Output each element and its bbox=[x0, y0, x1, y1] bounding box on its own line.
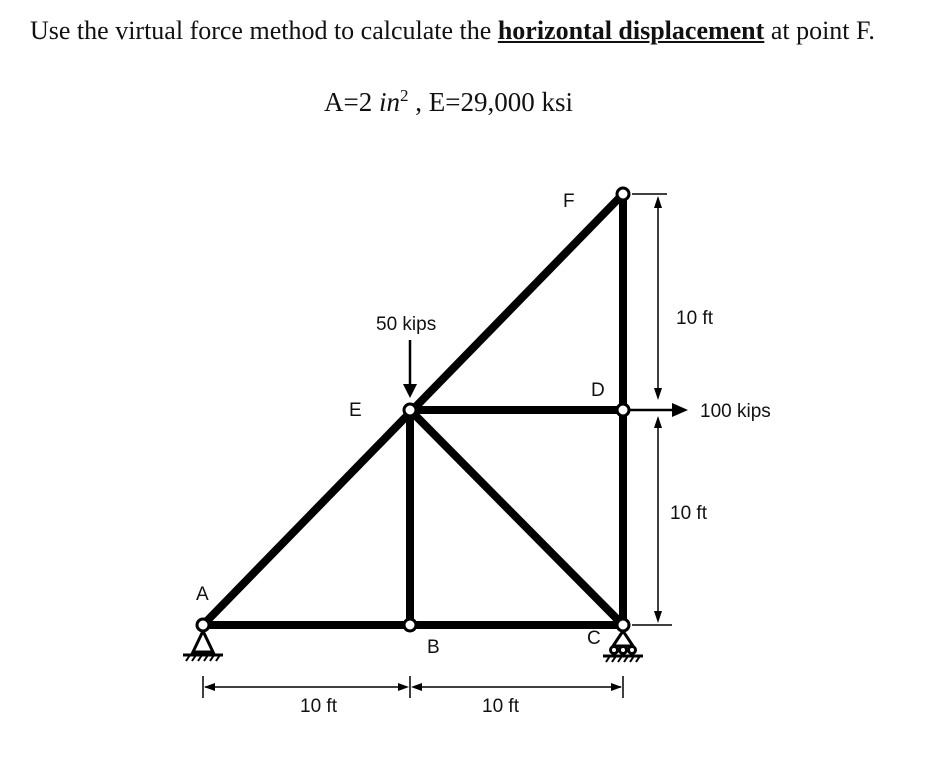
node-label-A: A bbox=[196, 584, 209, 605]
modulus-label: , E=29,000 ksi bbox=[408, 87, 573, 117]
joint-F bbox=[617, 188, 629, 200]
area-exponent: 2 bbox=[400, 86, 409, 105]
lower-height-label: 10 ft bbox=[670, 503, 707, 524]
vertical-load-label: 50 kips bbox=[376, 314, 437, 335]
area-label: A=2 bbox=[324, 87, 379, 117]
member-EC bbox=[410, 410, 623, 625]
horizontal-dimensions bbox=[203, 676, 623, 698]
problem-text-after: at point F. bbox=[764, 16, 875, 45]
node-label-E: E bbox=[349, 400, 362, 421]
right-span-label: 10 ft bbox=[482, 696, 519, 717]
node-label-F: F bbox=[563, 191, 575, 212]
left-span-label: 10 ft bbox=[300, 696, 337, 717]
joint-D bbox=[617, 404, 629, 416]
joint-C bbox=[617, 619, 629, 631]
horizontal-load-label: 100 kips bbox=[700, 401, 771, 422]
joint-A bbox=[197, 619, 209, 631]
vertical-load-arrow bbox=[403, 340, 417, 398]
upper-height-label: 10 ft bbox=[676, 308, 713, 329]
node-label-C: C bbox=[587, 628, 601, 649]
node-label-B: B bbox=[427, 637, 440, 658]
horizontal-load-arrow bbox=[630, 403, 688, 417]
joint-B bbox=[404, 619, 416, 631]
pin-support-A bbox=[183, 631, 223, 661]
node-label-D: D bbox=[591, 380, 605, 401]
roller-support-C bbox=[603, 631, 643, 662]
problem-emphasis: horizontal displacement bbox=[497, 16, 765, 45]
joint-E bbox=[404, 404, 416, 416]
problem-text-before: Use the virtual force method to calculate the bbox=[30, 16, 498, 45]
area-unit: in bbox=[378, 87, 400, 117]
